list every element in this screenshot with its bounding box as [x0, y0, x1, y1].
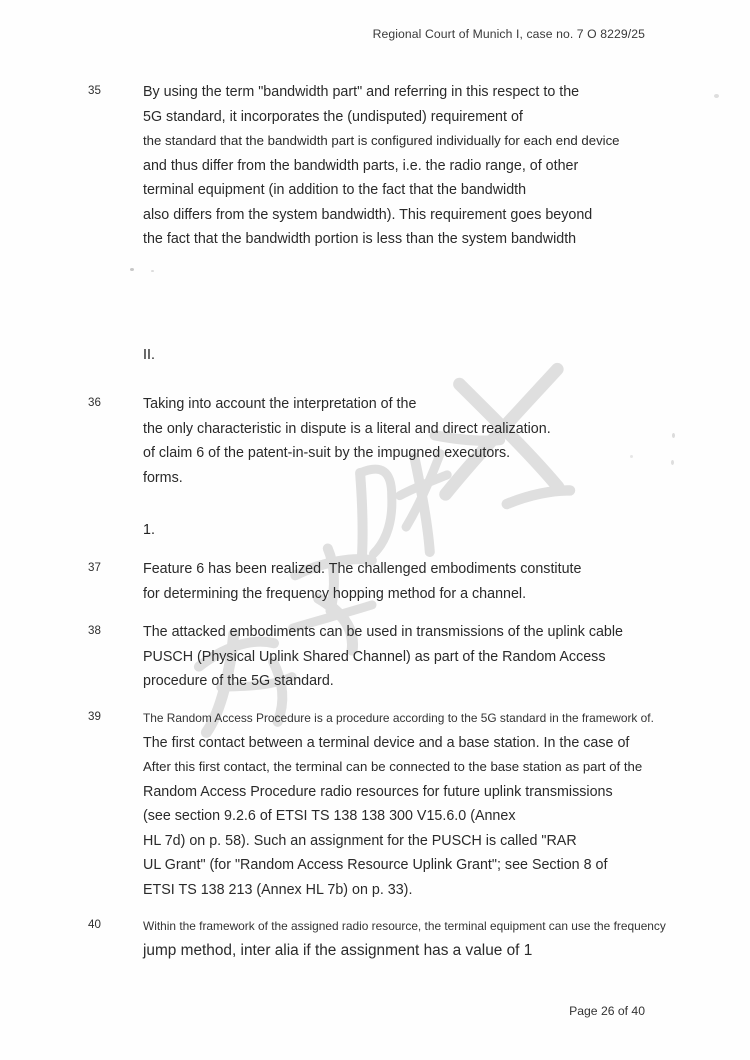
paragraph-number: 37 [88, 561, 101, 574]
text-line: The Random Access Procedure is a procedure according to the 5G standard in the framework of. [143, 711, 654, 725]
text-line: the standard that the bandwidth part is configured individually for each end device [143, 133, 620, 148]
text-line: (see section 9.2.6 of ETSI TS 138 138 300 V15.6.0 (Annex [143, 808, 516, 824]
text-line: The attacked embodiments can be used in transmissions of the uplink cable [143, 624, 624, 640]
paragraph-text [143, 392, 551, 490]
scan-speck [630, 455, 633, 458]
paragraph-number: 40 [88, 918, 101, 931]
text-line: After this first contact, the terminal can be connected to the base station as part of the [143, 759, 643, 774]
text-line: UL Grant" (for "Random Access Resource Uplink Grant"; see Section 8 of [143, 857, 608, 873]
text-line: jump method, inter alia if the assignment has a value of 1 [143, 941, 533, 959]
text-line: The first contact between a terminal device and a base station. In the case of [143, 734, 630, 751]
text-line: HL 7d) on p. 58). Such an assignment for the PUSCH is called "RAR [143, 832, 577, 849]
paragraph-number: 35 [88, 84, 101, 97]
case-reference: Regional Court of Munich I, case no. 7 O 8229/25 [372, 27, 645, 41]
section-heading: 1. [143, 522, 155, 538]
paragraph-text [143, 706, 654, 902]
text-line: Feature 6 has been realized. The challenged embodiments constitute [143, 561, 582, 577]
text-line: Random Access Procedure radio resources for future uplink transmissions [143, 783, 613, 800]
paragraph-text [143, 557, 581, 606]
text-line: 5G standard, it incorporates the (undisputed) requirement of [143, 108, 523, 125]
text-line: the only characteristic in dispute is a literal and direct realization. [143, 420, 551, 437]
paragraph-text [143, 914, 666, 963]
text-line: By using the term "bandwidth part" and referring in this respect to the [143, 84, 580, 100]
paragraph-text [143, 620, 623, 694]
scan-speck [130, 268, 134, 271]
text-line: for determining the frequency hopping method for a channel. [143, 585, 527, 602]
text-line: terminal equipment (in addition to the fact that the bandwidth [143, 182, 527, 198]
text-line: procedure of the 5G standard. [143, 673, 334, 689]
scan-speck [672, 433, 675, 438]
paragraph-number: 39 [88, 710, 101, 723]
paragraph-number: 36 [88, 396, 101, 409]
text-line: forms. [143, 469, 183, 486]
text-line: PUSCH (Physical Uplink Shared Channel) as part of the Random Access [143, 648, 606, 665]
text-line: also differs from the system bandwidth). This requirement goes beyond [143, 206, 593, 223]
text-line: the fact that the bandwidth portion is less than the system bandwidth [143, 231, 577, 247]
scan-speck [151, 270, 154, 272]
paragraph-number: 38 [88, 624, 101, 637]
section-heading: II. [143, 347, 155, 363]
text-line: of claim 6 of the patent-in-suit by the impugned executors. [143, 445, 511, 461]
paragraph-text [143, 80, 620, 252]
page-number: Page 26 of 40 [569, 1004, 645, 1018]
scan-speck [714, 94, 719, 98]
scan-speck [671, 460, 674, 465]
text-line: Taking into account the interpretation of the [143, 396, 417, 412]
text-line: and thus differ from the bandwidth parts, i.e. the radio range, of other [143, 157, 579, 174]
text-line: Within the framework of the assigned radio resource, the terminal equipment can use the frequency [143, 919, 666, 933]
text-line: ETSI TS 138 213 (Annex HL 7b) on p. 33). [143, 881, 413, 898]
